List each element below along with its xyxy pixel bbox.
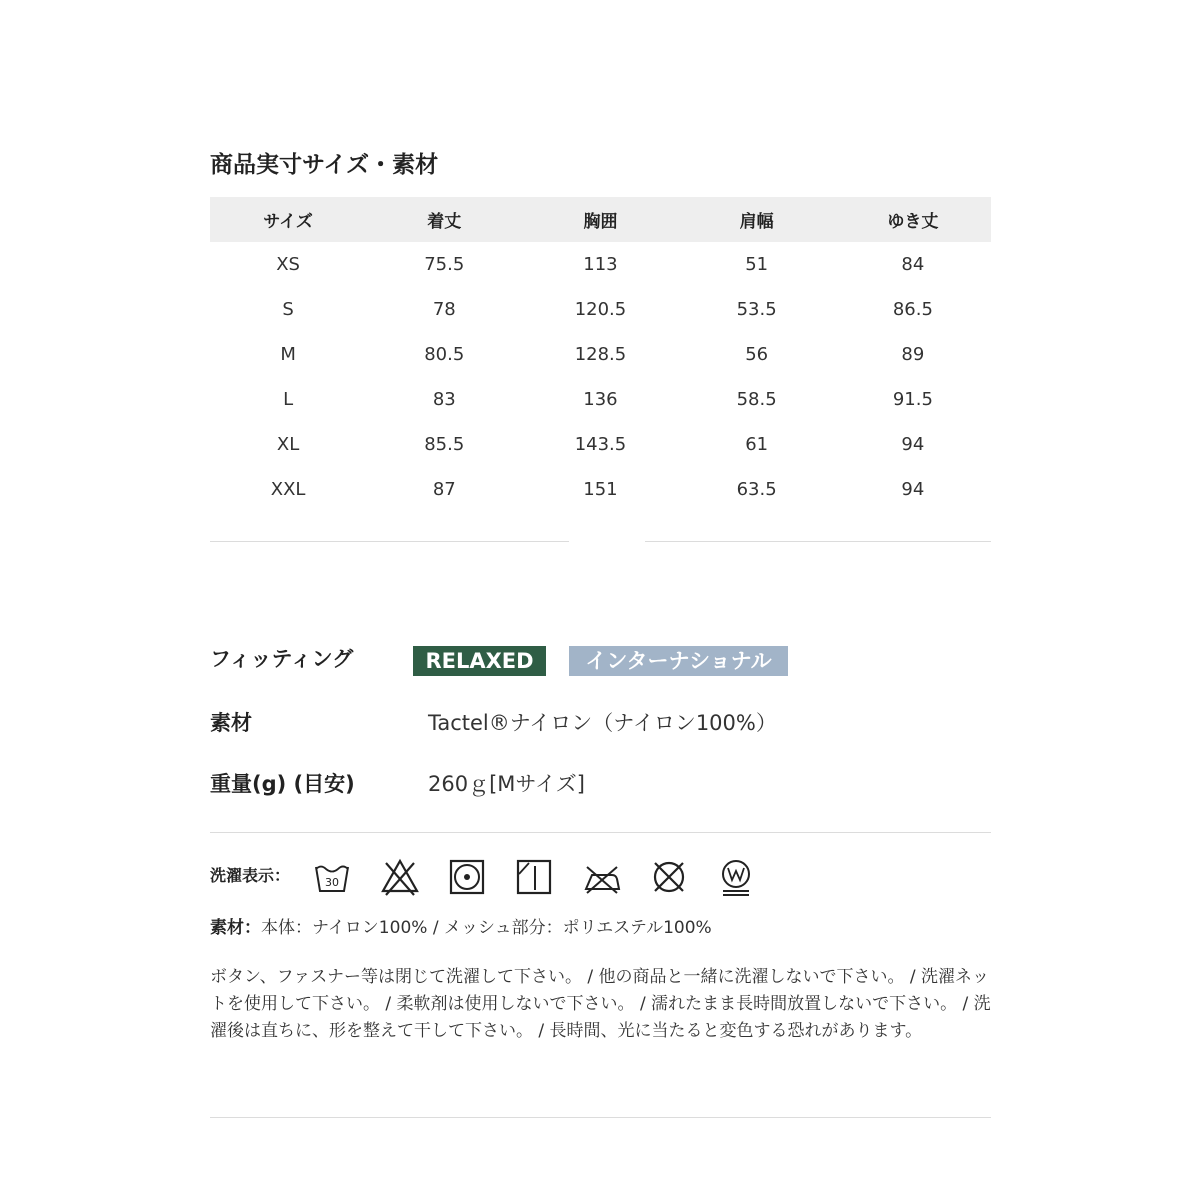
table-divider-left — [210, 541, 569, 542]
measurement-cell: 89 — [901, 344, 925, 365]
no-dry-clean-icon — [649, 857, 689, 897]
table-row — [210, 467, 991, 512]
measurement-cell: 151 — [583, 479, 618, 500]
measurement-cell: 120.5 — [574, 299, 627, 320]
care-label: 洗濯表示： — [210, 866, 291, 885]
size-table — [210, 197, 991, 512]
measurement-cell: 75.5 — [424, 254, 465, 275]
no-iron-icon — [582, 857, 622, 897]
size-cell: XS — [276, 254, 300, 275]
bottom-divider — [210, 1117, 991, 1118]
measurement-cell: 143.5 — [574, 434, 627, 455]
table-row — [210, 287, 991, 332]
measurement-cell: 84 — [901, 254, 925, 275]
fit-badge-international: インターナショナル — [569, 646, 788, 676]
measurement-cell: 83 — [432, 389, 456, 410]
fit-badge-relaxed: RELAXED — [413, 646, 546, 676]
measurement-cell: 128.5 — [574, 344, 627, 365]
measurement-cell: 85.5 — [424, 434, 465, 455]
fitting-label: フィッティング — [210, 647, 354, 671]
table-row — [210, 332, 991, 377]
material-label: 素材 — [210, 711, 252, 735]
care-material-label: 素材： — [210, 918, 261, 938]
measurement-cell: 94 — [901, 434, 925, 455]
table-row — [210, 377, 991, 422]
weight-value: 260ｇ[Mサイズ] — [428, 772, 585, 796]
measurement-cell: 94 — [901, 479, 925, 500]
care-notes: ボタン、ファスナー等は閉じて洗濯して下さい。 / 他の商品と一緒に洗濯しないで下さい。 / 洗濯ネットを使用して下さい。 / 柔軟剤は使用しないで下さい。 / 濡れたまま長時間放置しないで下さい。 / 洗濯後は直ちに、形を整えて干して下さい。 / 長時間、光に当たると変色する恐れがあります。 — [210, 967, 991, 1041]
header-cell: 胸囲 — [522, 197, 678, 242]
size-cell: M — [280, 344, 296, 365]
measurement-cell: 51 — [745, 254, 769, 275]
header-cell: 着丈 — [366, 197, 522, 242]
size-cell: XL — [276, 434, 300, 455]
header-cell: サイズ — [210, 197, 366, 242]
measurement-cell: 91.5 — [892, 389, 933, 410]
table-divider-right — [645, 541, 991, 542]
wash-temp-label: 30 — [325, 876, 339, 889]
measurement-cell: 58.5 — [736, 389, 777, 410]
weight-label: 重量(g) (目安) — [210, 772, 355, 796]
care-material-line — [210, 915, 712, 941]
size-cell: L — [283, 389, 294, 410]
table-row — [210, 422, 991, 467]
section-title: 商品実寸サイズ・素材 — [210, 152, 439, 178]
care-divider-top — [210, 832, 991, 833]
header-cell: ゆき丈 — [835, 197, 991, 242]
size-cell: S — [282, 299, 294, 320]
measurement-cell: 113 — [583, 254, 618, 275]
no-bleach-icon — [380, 857, 420, 897]
measurement-cell: 136 — [583, 389, 618, 410]
measurement-cell: 53.5 — [736, 299, 777, 320]
size-cell: XXL — [270, 479, 306, 500]
wash-tub-30-icon — [312, 857, 352, 897]
wet-clean-icon — [716, 857, 756, 897]
measurement-cell: 78 — [432, 299, 456, 320]
measurement-cell: 86.5 — [892, 299, 933, 320]
header-cell: 肩幅 — [679, 197, 835, 242]
tumble-dry-icon — [447, 857, 487, 897]
measurement-cell: 56 — [745, 344, 769, 365]
measurement-cell: 80.5 — [424, 344, 465, 365]
table-header-row — [210, 197, 991, 242]
material-value: Tactel®ナイロン（ナイロン100%） — [428, 711, 777, 735]
measurement-cell: 87 — [432, 479, 456, 500]
care-material-text: 本体：ナイロン100% / メッシュ部分：ポリエステル100% — [261, 918, 712, 938]
table-row — [210, 242, 991, 287]
line-dry-icon — [514, 857, 554, 897]
measurement-cell: 63.5 — [736, 479, 777, 500]
measurement-cell: 61 — [745, 434, 769, 455]
